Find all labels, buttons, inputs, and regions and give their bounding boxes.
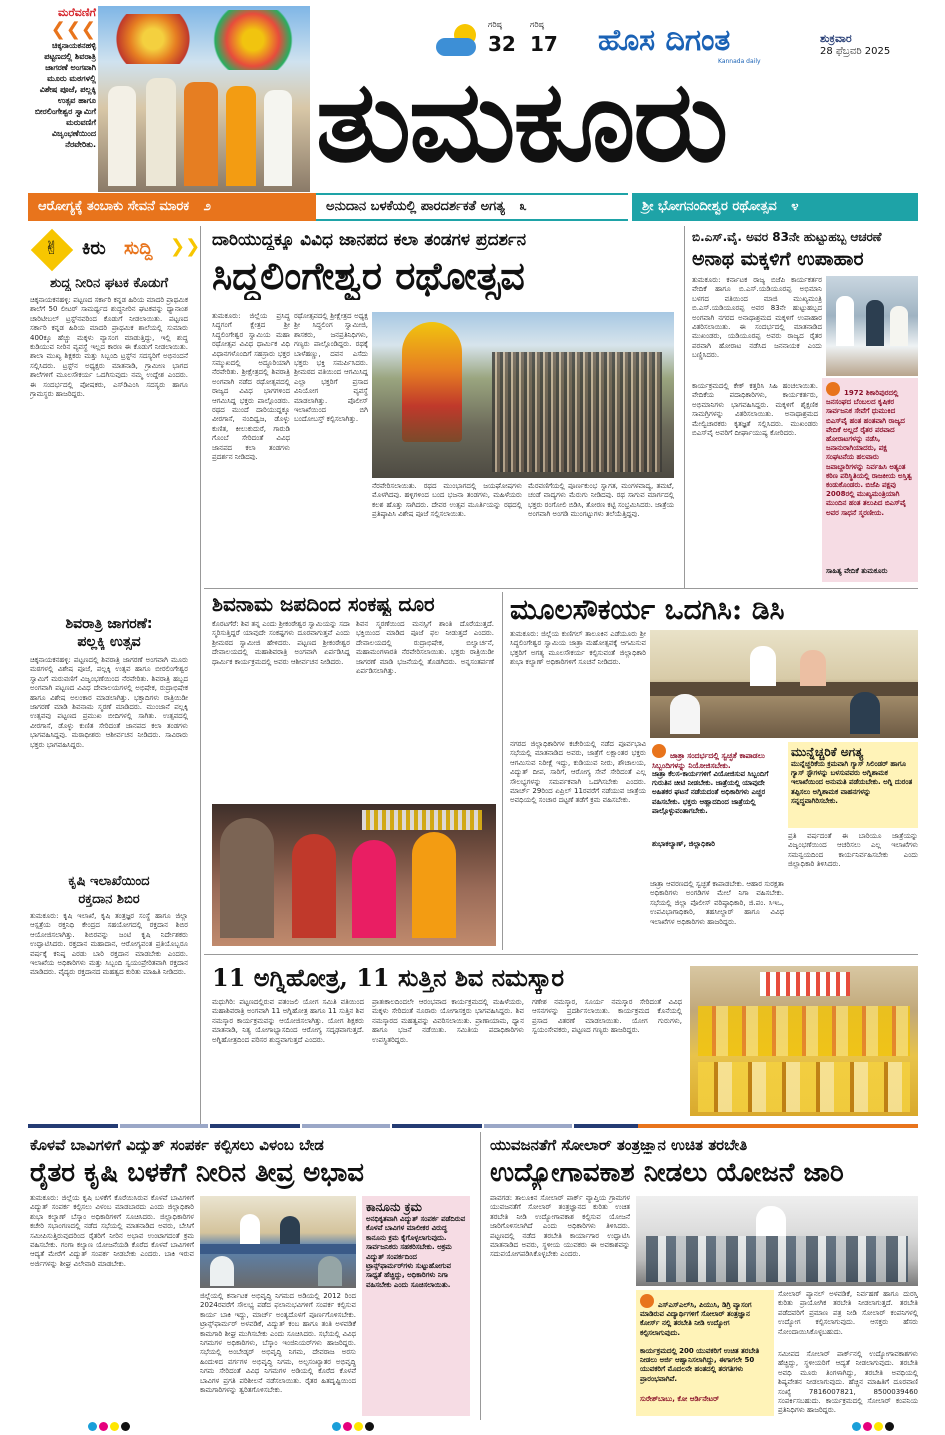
farm-kicker: ಕೊಳವೆ ಬಾವಿಗಳಿಗೆ ವಿದ್ಯುತ್ ಸಂಪರ್ಕ ಕಲ್ಪಿಸಲು ವಿಳಂಬ ಬೇಡ (30, 1136, 324, 1154)
weather-max-label: ಗರಿಷ್ಠ (488, 20, 502, 29)
left-h2a: ಶಿವರಾತ್ರಿ ಜಾಗರಣೆ: (65, 616, 153, 632)
shiva-divider (502, 592, 503, 950)
procession-photo (98, 6, 310, 192)
quote-icon-3 (640, 1294, 654, 1308)
solar-p2: ಸೋಲಾರ್ ಪ್ಯಾನಲ್ ಅಳವಡಿಕೆ, ನಿರ್ವಹಣೆ ಹಾಗೂ ದುರಸ್ತಿ ಕುರಿತು ಪ್ರಾಯೋಗಿಕ ತರಬೇತಿ ನೀಡಲಾಗುತ್ತದೆ. ತರಬೇತಿ ಪಡೆದವರಿಗೆ ಪ್ರಮಾಣ ಪತ್ರ ನೀಡಿ ಸೋಲಾರ್ ಕಂಪನಿಗಳಲ್ಲಿ ಉದ್ಯೋಗ ಕಲ್ಪಿಸಲಾಗುವುದು. ಆಸಕ್ತರು ಹೆಸರು ನೋಂದಾಯಿಸಿಕೊಳ್ಳಬಹುದು. (778, 1290, 918, 1336)
strip-item-1[interactable]: ಆರೋಗ್ಯಕ್ಕೆ ತಂಬಾಕು ಸೇವನೆ ಮಾರಕ ೨ (28, 193, 316, 221)
dc-caution-box (788, 742, 918, 828)
dc-box1-credit: ಶುಭಾಕಲ್ಯಾಣ್, ಜಿಲ್ಲಾಧಿಕಾರಿ (652, 840, 715, 848)
bsy-p1: ತುಮಕೂರು: ಕರ್ನಾಟಕ ರಾಜ್ಯ ಬಿಜೆಪಿ ಕಾರ್ಯಕರ್ತರ ವೇದಿಕೆ ಹಾಗೂ ಬಿ.ಎಸ್.ಯಡಿಯೂರಪ್ಪ ಅಭಿಮಾನಿ ಬಳಗದ ವತಿಯಿಂದ ಮಾಜಿ ಮುಖ್ಯಮಂತ್ರಿ ಬಿ.ಎಸ್.ಯಡಿಯೂರಪ್ಪ ಅವರ 83ನೇ ಹುಟ್ಟುಹಬ್ಬದ ಅಂಗವಾಗಿ ನಗರದ ಅನಾಥಾಶ್ರಮದ ಮಕ್ಕಳಿಗೆ ಉಪಾಹಾರ ವಿತರಿಸಲಾಯಿತು. ಈ ಸಂದರ್ಭದಲ್ಲಿ ಮಾತನಾಡಿದ ಮುಖಂಡರು, ಯಡಿಯೂರಪ್ಪ ಅವರು ರಾಜ್ಯದ ರೈತರ ಪರವಾಗಿ ಹೋರಾಟ ನಡೆಸಿದ ಜನನಾಯಕ ಎಂದು ಬಣ್ಣಿಸಿದರು. (692, 276, 822, 360)
farm-headline: ರೈತರ ಕೃಷಿ ಬಳಕೆಗೆ ನೀರಿನ ತೀವ್ರ ಅಭಾವ (30, 1158, 364, 1188)
left-h3b: ರಕ್ತದಾನ ಶಿಬಿರ (78, 892, 140, 907)
shiva-p1: ಕೊರಟಗೆರೆ: ಶಿವ ತನ್ನ ಎಂದು ಶ್ರೀಕಂಠೇಶ್ವರ ಸ್ವಾಮಿಯನ್ನು ಸದಾ ಸ್ಮರಿಸುತ್ತಿದ್ದರೆ ಯಾವುದೇ ಸಂಕಷ್ಟಗಳು ದೂರವಾಗುತ್ತವೆ ಎಂದು ಶ್ರೀಮಠದ ಸ್ವಾಮೀಜಿ ಹೇಳಿದರು. ಪಟ್ಟಣದ ಶ್ರೀಕಂಠೇಶ್ವರ ದೇವಾಲಯದಲ್ಲಿ ಮಹಾಶಿವರಾತ್ರಿ ಅಂಗವಾಗಿ ಏರ್ಪಡಿಸಿದ್ದ ಧಾರ್ಮಿಕ ಕಾರ್ಯಕ್ರಮದಲ್ಲಿ ಅವರು ಆಶೀರ್ವಚನ ನೀಡಿದರು. (212, 620, 350, 666)
lead-p1: ತುಮಕೂರು: ಜಿಲ್ಲೆಯ ಪ್ರಸಿದ್ಧ ಸಿದ್ಧಗಂಗೆ ಕ್ಷೇತ್ರದ ಶ್ರೀ ಸಿದ್ಧಲಿಂಗೇಶ್ವರ ಸ್ವಾಮಿಯ ಮಹಾ ರಥೋತ್ಸವ ವಿವಿಧ ಧಾರ್ಮಿಕ ವಿಧಿ ವಿಧಾನಗಳೊಂದಿಗೆ ಸಹಸ್ರಾರು ಭಕ್ತರ ಸಮ್ಮುಖದಲ್ಲಿ ಅದ್ಧೂರಿಯಾಗಿ ನೆರವೇರಿತು. ಶ್ರೀಕ್ಷೇತ್ರದಲ್ಲಿ ಶಿವರಾತ್ರಿ ಅಂಗವಾಗಿ ನಡೆದ ರಥೋತ್ಸವದಲ್ಲಿ ರಾಜ್ಯದ ವಿವಿಧ ಭಾಗಗಳಿಂದ ಆಗಮಿಸಿದ್ದ ಭಕ್ತರು ಪಾಲ್ಗೊಂಡರು. ರಥದ ಮುಂದೆ ದಾರಿಯುದ್ದಕ್ಕೂ ವೀರಗಾಸೆ, ನಂದಿಧ್ವಜ, ಡೊಳ್ಳು ಕುಣಿತ, ಕೀಲುಕುದುರೆ, ಗಾರುಡಿ ಗೊಂಬೆ ಸೇರಿದಂತೆ ವಿವಿಧ ಜಾನಪದ ಕಲಾ ತಂಡಗಳು ಪ್ರದರ್ಶನ ನೀಡಿದವು. (212, 312, 290, 462)
flash-text: ಚಿಕ್ಕನಾಯಕನಹಳ್ಳಿ ಪಟ್ಟಣದಲ್ಲಿ ಶಿವರಾತ್ರಿ ಜಾಗರಣೆ ಅಂಗವಾಗಿ ಮೂರು ಮಠಗಳಲ್ಲಿ ವಿಶೇಷ ಪೂಜೆ, ಪಲ್ಲಕ್ಕಿ ಉತ್ಸವ ಹಾಗೂ ಬೀರಲಿಂಗೇಶ್ವರ ಸ್ವಾಮಿಗೆ ಮರುವಣಿಗೆ ವಿಜೃಂಭಣೆಯಿಂದ ನೆರವೇರಿತು. (34, 41, 96, 149)
quote-icon (826, 382, 840, 396)
weather-min-label: ಗರಿಷ್ಠ (530, 20, 544, 29)
strip-item-2[interactable]: ಅನುದಾನ ಬಳಕೆಯಲ್ಲಿ ಪಾರದರ್ಶಕತೆ ಅಗತ್ಯ ೩ (316, 193, 628, 221)
bsy-sidebar (822, 378, 918, 582)
left-p2: ಚಿಕ್ಕನಾಯಕನಹಳ್ಳಿ: ಪಟ್ಟಣದಲ್ಲಿ ಶಿವರಾತ್ರಿ ಜಾಗರಣೆ ಅಂಗವಾಗಿ ಮೂರು ಮಠಗಳಲ್ಲಿ ವಿಶೇಷ ಪೂಜೆ, ಪಲ್ಲಕ್ಕಿ ಉತ್ಸವ ಹಾಗೂ ಬೀರಲಿಂಗೇಶ್ವರ ಸ್ವಾಮಿಗೆ ಮರುವಣಿಗೆ ವಿಜೃಂಭಣೆಯಿಂದ ನೆರವೇರಿತು. ಶಿವರಾತ್ರಿ ಹಬ್ಬದ ಅಂಗವಾಗಿ ಪಟ್ಟಣದ ವಿವಿಧ ದೇವಾಲಯಗಳಲ್ಲಿ ಅಭಿಷೇಕ, ರುದ್ರಾಭಿಷೇಕ ಹಾಗೂ ವಿಶೇಷ ಅಲಂಕಾರ ಮಾಡಲಾಗಿತ್ತು. ಭಕ್ತಾದಿಗಳು ರಾತ್ರಿಯಿಡೀ ಜಾಗರಣೆ ಮಾಡಿ ಶಿವನಾಮ ಸ್ಮರಣೆ ಮಾಡಿದರು. ಮುಂಜಾನೆ ಪಲ್ಲಕ್ಕಿ ಉತ್ಸವವು ಪಟ್ಟಣದ ಪ್ರಮುಖ ಬೀದಿಗಳಲ್ಲಿ ಸಾಗಿತು. ಉತ್ಸವದಲ್ಲಿ ವೀರಗಾಸೆ, ಡೊಳ್ಳು ಕುಣಿತ ಸೇರಿದಂತೆ ಜಾನಪದ ಕಲಾ ತಂಡಗಳು ಭಾಗವಹಿಸಿದ್ದವು. ಮಠಾಧೀಶರು ಆಶೀರ್ವಚನ ನೀಡಿದರು. ಸಾವಿರಾರು ಭಕ್ತರು ಭಾಗವಹಿಸಿದ್ದರು. (30, 656, 188, 749)
chariot-photo (372, 312, 674, 478)
kiru-label: ಕಿರು (82, 238, 106, 259)
dc-p3: ಜಾತ್ರಾ ಆವರಣದಲ್ಲಿ ಸ್ವಚ್ಛತೆ ಕಾಪಾಡಬೇಕು. ಆಹಾರ ಸುರಕ್ಷತಾ ಅಧಿಕಾರಿಗಳು ಅಂಗಡಿಗಳ ಮೇಲೆ ನಿಗಾ ವಹಿಸಬೇಕು. ಸಭೆಯಲ್ಲಿ ಜಿಲ್ಲಾ ಪೊಲೀಸ್ ವರಿಷ್ಠಾಧಿಕಾರಿ, ಜಿ.ಪಂ. ಸಿಇಒ, ಉಪವಿಭಾಗಾಧಿಕಾರಿ, ತಹಸೀಲ್ದಾರ್ ಹಾಗೂ ವಿವಿಧ ಇಲಾಖೆಗಳ ಅಧಿಕಾರಿಗಳು ಹಾಜರಿದ್ದರು. (650, 880, 784, 926)
agni-headline: 11 ಅಗ್ನಿಹೋತ್ರ, 11 ಸುತ್ತಿನ ಶಿವ ನಮಸ್ಕಾರ (212, 963, 565, 992)
solar-box-title: ಎಸ್‌ಎಸ್‌ಎಲ್‌ಸಿ, ಪಿಯುಸಿ, ಡಿಗ್ರಿ ವ್ಯಾಸಂಗ ಮಾಡಿರುವ ವಿದ್ಯಾರ್ಥಿಗಳಿಗೆ ಸೋಲಾರ್ ತಂತ್ರಜ್ಞಾನ ಕೋರ್ಸ್ ನಲ್ಲಿ ತರಬೇತಿ ನೀಡಿ ಉದ್ಯೋಗ ಕಲ್ಪಿಸಲಾಗುವುದು. (640, 1301, 752, 1337)
shiva-p2: ಶಿವನ ಸ್ಮರಣೆಯಿಂದ ಮನಸ್ಸಿಗೆ ಶಾಂತಿ ದೊರೆಯುತ್ತದೆ. ಭಕ್ತಿಯಿಂದ ಮಾಡಿದ ಪೂಜೆ ಫಲ ನೀಡುತ್ತದೆ ಎಂದರು. ದೇವಾಲಯದಲ್ಲಿ ರುದ್ರಾಭಿಷೇಕ, ಬಿಲ್ವಾರ್ಚನೆ, ಮಹಾಮಂಗಳಾರತಿ ನೆರವೇರಿಸಲಾಯಿತು. ಭಕ್ತರು ರಾತ್ರಿಯಿಡೀ ಜಾಗರಣೆ ಮಾಡಿ ಭಜನೆಯಲ್ಲಿ ತೊಡಗಿದರು. ಅನ್ನಸಂತರ್ಪಣೆ ಏರ್ಪಡಿಸಲಾಗಿತ್ತು. (356, 620, 494, 676)
mid-rule-2 (204, 954, 918, 955)
bsy-headline-a: ಬಿ.ಎಸ್.ವೈ. ಅವರ 83ನೇ ಹುಟ್ಟುಹಬ್ಬ ಆಚರಣೆ (692, 230, 882, 244)
bsy-headline-b: ಅನಾಥ ಮಕ್ಕಳಿಗೆ ಉಪಾಹಾರ (692, 248, 864, 270)
lead-kicker: ದಾರಿಯುದ್ದಕ್ಕೂ ವಿವಿಧ ಜಾನಪದ ಕಲಾ ತಂಡಗಳ ಪ್ರದರ್ಶನ (212, 230, 527, 250)
farm-box-text: ಅನಧಿಕೃತವಾಗಿ ವಿದ್ಯುತ್ ಸಂಪರ್ಕ ಪಡೆದಿರುವ ಕೊಳವೆ ಬಾವಿಗಳ ಮಾಲೀಕರ ವಿರುದ್ಧ ಕಾನೂನು ಕ್ರಮ ಕೈಗೊಳ್ಳಲಾಗುವುದು. ಸಾರ್ವಜನಿಕರು ಸಹಕರಿಸಬೇಕು. ಅಕ್ರಮ ವಿದ್ಯುತ್ ಸಂಪರ್ಕದಿಂದ ಟ್ರಾನ್ಸ್‌ಫಾರ್ಮರ್‌ಗಳು ಸುಟ್ಟುಹೋಗುವ ಸಾಧ್ಯತೆ ಹೆಚ್ಚಿದ್ದು, ಅಧಿಕಾರಿಗಳು ನಿಗಾ ವಹಿಸಬೇಕು ಎಂದು ಸೂಚಿಸಲಾಯಿತು. (366, 1215, 466, 1289)
issue-date: 28 ಫೆಬ್ರವರಿ 2025 (820, 46, 891, 57)
lead-headline: ಸಿದ್ದಲಿಂಗೇಶ್ವರ ರಥೋತ್ಸವ (212, 253, 525, 298)
issue-day: ಶುಕ್ರವಾರ (820, 32, 852, 45)
weather-max: 32 (488, 32, 516, 56)
bsy-box-text: 1972 ಶಿಕಾರಿಪುರದಲ್ಲಿ ಜನಸಂಘದ ಬೆಂಬಲದ ಕೃಷಿಕರ ಸಾರ್ವಜನಿಕ ಸೇವೆಗೆ ಧುಮುಕಿದ ಬಿಎಸ್‌ವೈ ಹಂತ ಹಂತವಾಗಿ ರಾಜ್ಯದ ವೇದಿಕೆ ಅಲ್ಲದೆ ರೈತರ ಪರವಾದ ಹೋರಾಟಗಳನ್ನು ನಡೆಸಿ, ಜನಾನುರಾಗಿಯಾದರು, ಪಕ್ಷ ಸಂಘಟನೆಯ ಹಲವಾರು ಜವಾಬ್ದಾರಿಗಳನ್ನು ನಿರ್ವಹಿಸಿ ಅತ್ಯಂತ ಕಠಿಣ ಪರಿಸ್ಥಿತಿಯಲ್ಲಿ ರಾಜಕೀಯ ಅಸ್ತಿತ್ವ ಕಂಡುಕೊಂಡರು. ಬಿಜೆಪಿ ಪಕ್ಷವು 2008ರಲ್ಲಿ ಮುಖ್ಯಮಂತ್ರಿಯಾಗಿ ಮುಂದಿನ ಹಂತ ತಲುಪಿದ ಬಿಎಸ್‌ವೈ ಅವರ ಸಾಧನೆ ಸ್ಮರಣೀಯ. (826, 389, 912, 517)
solar-p3: ಸಮೀಪದ ಸೋಲಾರ್ ಪಾರ್ಕ್‌ನಲ್ಲಿ ಉದ್ಯೋಗಾವಕಾಶಗಳು ಹೆಚ್ಚಿದ್ದು, ಸ್ಥಳೀಯರಿಗೆ ಆದ್ಯತೆ ನೀಡಲಾಗುವುದು. ತರಬೇತಿ ಅವಧಿ ಮೂರು ತಿಂಗಳಾಗಿದ್ದು, ತರಬೇತಿ ಅವಧಿಯಲ್ಲಿ ಶಿಷ್ಯವೇತನ ನೀಡಲಾಗುವುದು. ಹೆಚ್ಚಿನ ಮಾಹಿತಿಗೆ ದೂರವಾಣಿ ಸಂಖ್ಯೆ 7816007821, 8500039460 ಸಂಪರ್ಕಿಸಬಹುದು. ಕಾರ್ಯಕ್ರಮದಲ್ಲಿ ಸೋಲಾರ್ ಕಂಪನಿಯ ಪ್ರತಿನಿಧಿಗಳು ಹಾಜರಿದ್ದರು. (778, 1350, 918, 1415)
paper-name: ಹೊಸ ದಿಗಂತ (598, 23, 731, 58)
dc-p4: ಪ್ರತಿ ವರ್ಷದಂತೆ ಈ ಬಾರಿಯೂ ಜಾತ್ರೆಯನ್ನು ವಿಜೃಂಭಣೆಯಿಂದ ಆಚರಿಸಲು ಎಲ್ಲ ಇಲಾಖೆಗಳು ಸಮನ್ವಯದಿಂದ ಕಾರ್ಯನಿರ್ವಹಿಸಬೇಕು ಎಂದು ಜಿಲ್ಲಾಧಿಕಾರಿ ತಿಳಿಸಿದರು. (788, 832, 918, 869)
left-p3: ತುಮಕೂರು: ಕೃಷಿ ಇಲಾಖೆ, ಕೃಷಿ ತಂತ್ರಜ್ಞರ ಸಂಸ್ಥೆ ಹಾಗೂ ಜಿಲ್ಲಾ ಆಸ್ಪತ್ರೆಯ ರಕ್ತನಿಧಿ ಕೇಂದ್ರದ ಸಹಯೋಗದಲ್ಲಿ ರಕ್ತದಾನ ಶಿಬಿರ ಆಯೋಜಿಸಲಾಗಿತ್ತು. ಶಿಬಿರವನ್ನು ಜಂಟಿ ಕೃಷಿ ನಿರ್ದೇಶಕರು ಉದ್ಘಾಟಿಸಿದರು. ರಕ್ತದಾನ ಮಹಾದಾನ, ಆರೋಗ್ಯವಂತ ಪ್ರತಿಯೊಬ್ಬರೂ ವರ್ಷಕ್ಕೆ ಕನಿಷ್ಠ ಎರಡು ಬಾರಿ ರಕ್ತದಾನ ಮಾಡಬೇಕು ಎಂದರು. ಇಲಾಖೆಯ ಅಧಿಕಾರಿಗಳು ಮತ್ತು ಸಿಬ್ಬಂದಿ ಸ್ವಯಂಪ್ರೇರಿತವಾಗಿ ರಕ್ತದಾನ ಮಾಡಿದರು. ವೈದ್ಯರು ರಕ್ತದಾನದ ಮಹತ್ವದ ಕುರಿತು ಮಾಹಿತಿ ನೀಡಿದರು. (30, 912, 188, 977)
flash-label: ಮರೆವಣಿಗೆ (58, 6, 96, 19)
paper-tagline: Kannada daily (718, 58, 761, 65)
chevrons-icon: ❮❮❮ (50, 19, 96, 40)
farm-meeting-photo (200, 1196, 356, 1288)
solar-quote-box (636, 1290, 774, 1416)
farm-p1: ತುಮಕೂರು: ಜಿಲ್ಲೆಯ ಕೃಷಿ ಬಳಕೆಗೆ ಕೊರೆಯಿಸಿರುವ ಕೊಳವೆ ಬಾವಿಗಳಿಗೆ ವಿದ್ಯುತ್ ಸಂಪರ್ಕ ಕಲ್ಪಿಸಲು ವಿಳಂಬ ಮಾಡಬಾರದು ಎಂದು ಜಿಲ್ಲಾಧಿಕಾರಿ ಶುಭಾ ಕಲ್ಯಾಣ್ ಬೆಸ್ಕಾಂ ಅಧಿಕಾರಿಗಳಿಗೆ ಸೂಚಿಸಿದರು. ಜಿಲ್ಲಾಧಿಕಾರಿಗಳ ಕಚೇರಿ ಸಭಾಂಗಣದಲ್ಲಿ ನಡೆದ ಸಭೆಯಲ್ಲಿ ಮಾತನಾಡಿದ ಅವರು, ಬೇಸಿಗೆ ಸಮೀಪಿಸುತ್ತಿರುವುದರಿಂದ ರೈತರಿಗೆ ನೀರಿನ ಅಭಾವ ಉಂಟಾಗದಂತೆ ಕ್ರಮ ವಹಿಸಬೇಕು. ಗಂಗಾ ಕಲ್ಯಾಣ ಯೋಜನೆಯಡಿ ಕೊರೆದ ಕೊಳವೆ ಬಾವಿಗಳಿಗೆ ಆದ್ಯತೆ ಮೇರೆಗೆ ವಿದ್ಯುತ್ ಸಂಪರ್ಕ ನೀಡಬೇಕು ಎಂದರು. ಬಾಕಿ ಇರುವ ಅರ್ಜಿಗಳನ್ನು ಶೀಘ್ರ ವಿಲೇವಾರಿ ಮಾಡಬೇಕು. (30, 1194, 194, 1268)
left-col-divider (200, 226, 201, 1124)
solar-box-credit: ಸುರೇಶ್‌ಬಾಬು, ಕೋ ಆರ್ಡಿನೇಟರ್ (640, 1395, 720, 1403)
strip-item-3[interactable]: ಶ್ರೀ ಭೋಗನಂದೀಶ್ವರ ರಥೋತ್ಸವ ೪ (632, 193, 918, 221)
lead-p2: ರಥೋತ್ಸವದಲ್ಲಿ ಶ್ರೀಕ್ಷೇತ್ರದ ಅಧ್ಯಕ್ಷ ಶ್ರೀ ಸಿದ್ಧಲಿಂಗ ಸ್ವಾಮೀಜಿ, ಶಾಸಕರು, ಜನಪ್ರತಿನಿಧಿಗಳು, ಗಣ್ಯರು ಪಾಲ್ಗೊಂಡಿದ್ದರು. ರಥಕ್ಕೆ ಬಾಳೆಹಣ್ಣು, ದವನ ಎಸೆದು ಭಕ್ತರು ಭಕ್ತಿ ಸಮರ್ಪಿಸಿದರು. ಶ್ರೀಮಠದ ವತಿಯಿಂದ ಆಗಮಿಸಿದ್ದ ಎಲ್ಲಾ ಭಕ್ತರಿಗೆ ಪ್ರಸಾದ ವಿನಿಯೋಗ ವ್ಯವಸ್ಥೆ ಮಾಡಲಾಗಿತ್ತು. ಪೊಲೀಸ್ ಇಲಾಖೆಯಿಂದ ಬಿಗಿ ಬಂದೋಬಸ್ತ್ ಕಲ್ಪಿಸಲಾಗಿತ್ತು. (294, 312, 368, 424)
bsy-photo (826, 276, 918, 376)
dc-p2: ನಗರದ ಜಿಲ್ಲಾಧಿಕಾರಿಗಳ ಕಚೇರಿಯಲ್ಲಿ ನಡೆದ ಪೂರ್ವಭಾವಿ ಸಭೆಯಲ್ಲಿ ಮಾತನಾಡಿದ ಅವರು, ಜಾತ್ರೆಗೆ ಲಕ್ಷಾಂತರ ಭಕ್ತರು ಆಗಮಿಸುವ ನಿರೀಕ್ಷೆ ಇದ್ದು, ಕುಡಿಯುವ ನೀರು, ಶೌಚಾಲಯ, ವಿದ್ಯುತ್ ದೀಪ, ಸಾರಿಗೆ, ಆರೋಗ್ಯ ಸೇವೆ ಸೇರಿದಂತೆ ಎಲ್ಲ ಸೌಲಭ್ಯಗಳನ್ನು ಸಮರ್ಪಕವಾಗಿ ಒದಗಿಸಬೇಕು ಎಂದರು. ಮಾರ್ಚ್ 29ರಿಂದ ಏಪ್ರಿಲ್ 11ರವರೆಗೆ ನಡೆಯುವ ಜಾತ್ರೆಯ ಅವಧಿಯಲ್ಲಿ ಸಂಚಾರ ದಟ್ಟಣೆ ತಡೆಗೆ ಕ್ರಮ ವಹಿಸಬೇಕು. (510, 740, 646, 805)
left-p1: ಚಿಕ್ಕನಾಯಕನಹಳ್ಳಿ: ಪಟ್ಟಣದ ಸರ್ಕಾರಿ ಕನ್ನಡ ಹಿರಿಯ ಮಾದರಿ ಪ್ರಾಥಮಿಕ ಶಾಲೆಗೆ 50 ಲೀಟರ್ ಸಾಮರ್ಥ್ಯದ ಶುದ್ಧನೀರಿನ ಘಟಕವನ್ನು ಧ್ಯಾನಾಂಶ ಚಾರಿಟೀಬಲ್ ಟ್ರಸ್ಟ್‌ನವರಿಂದ ಕೊಡುಗೆ ನೀಡಲಾಯಿತು. ಪಟ್ಟಣದ ಸರ್ಕಾರಿ ಕನ್ನಡ ಹಿರಿಯ ಮಾದರಿ ಪ್ರಾಥಮಿಕ ಶಾಲೆಯಲ್ಲಿ ಸುಮಾರು 400ಕ್ಕೂ ಹೆಚ್ಚು ಮಕ್ಕಳು ವ್ಯಾಸಂಗ ಮಾಡುತ್ತಿದ್ದು, ಇಲ್ಲಿ ಶುದ್ಧ ಕುಡಿಯುವ ನೀರಿನ ವ್ಯವಸ್ಥೆ ಇಲ್ಲದ ಕಾರಣ ಈ ಕೊಡುಗೆ ನೀಡಲಾಯಿತು. ಶಾಲಾ ಮುಖ್ಯ ಶಿಕ್ಷಕರು ಮತ್ತು ಸಿಬ್ಬಂದಿ ಟ್ರಸ್ಟ್‌ನ ಸದಸ್ಯರಿಗೆ ಅಭಿನಂದನೆ ಸಲ್ಲಿಸಿದರು. ಟ್ರಸ್ಟ್‌ನ ಅಧ್ಯಕ್ಷರು ಮಾತನಾಡಿ, ಗ್ರಾಮೀಣ ಭಾಗದ ಶಾಲೆಗಳಿಗೆ ಮೂಲಸೌಕರ್ಯ ಒದಗಿಸುವುದು ನಮ್ಮ ಉದ್ದೇಶ ಎಂದರು. ಈ ಸಂದರ್ಭದಲ್ಲಿ ಪೋಷಕರು, ಎಸ್‌ಡಿಎಂಸಿ ಸದಸ್ಯರು ಹಾಗೂ ಗ್ರಾಮಸ್ಥರು ಹಾಜರಿದ್ದರು. (30, 296, 188, 399)
quote-icon-2 (652, 744, 666, 758)
lead-p3: ನೆರವೇರಿಸಲಾಯಿತು. ರಥದ ಮುಂಭಾಗದಲ್ಲಿ ಜಯಘೋಷಗಳು ಮೊಳಗಿದವು. ಹಳ್ಳಿಗಳಿಂದ ಬಂದ ಭಜನಾ ತಂಡಗಳು, ಮಹಿಳೆಯರು ಕಲಶ ಹೊತ್ತು ಸಾಗಿದರು. ದೇವರ ಉತ್ಸವ ಮೂರ್ತಿಯನ್ನು ರಥದಲ್ಲಿ ಪ್ರತಿಷ್ಠಾಪಿಸಿ ವಿಶೇಷ ಪೂಜೆ ಸಲ್ಲಿಸಲಾಯಿತು. (372, 482, 522, 519)
bsy-p2: ಕಾರ್ಯಕ್ರಮದಲ್ಲಿ ಕೇಕ್ ಕತ್ತರಿಸಿ ಸಿಹಿ ಹಂಚಲಾಯಿತು. ವೇದಿಕೆಯ ಪದಾಧಿಕಾರಿಗಳು, ಕಾರ್ಯಕರ್ತರು, ಅಭಿಮಾನಿಗಳು ಭಾಗವಹಿಸಿದ್ದರು. ಮಕ್ಕಳಿಗೆ ಶೈಕ್ಷಣಿಕ ಸಾಮಗ್ರಿಗಳನ್ನು ವಿತರಿಸಲಾಯಿತು. ಅನಾಥಾಶ್ರಮದ ಮೇಲ್ವಿಚಾರಕರು ಕೃತಜ್ಞತೆ ಸಲ್ಲಿಸಿದರು. ಮುಖಂಡರು ಬಿಎಸ್‌ವೈ ಅವರಿಗೆ ದೀರ್ಘಾಯುಷ್ಯ ಕೋರಿದರು. (692, 382, 818, 438)
suddi-label: ಸುದ್ದಿ (124, 238, 153, 259)
index-strip (28, 193, 918, 221)
agni-p1: ಮಧುಗಿರಿ: ಪಟ್ಟಣದಲ್ಲಿರುವ ಪತಂಜಲಿ ಯೋಗ ಸಮಿತಿ ವತಿಯಿಂದ ಮಹಾಶಿವರಾತ್ರಿ ಅಂಗವಾಗಿ 11 ಅಗ್ನಿಹೋತ್ರ ಹಾಗೂ 11 ಸುತ್ತಿನ ಶಿವ ನಮಸ್ಕಾರ ಕಾರ್ಯಕ್ರಮವನ್ನು ಆಯೋಜಿಸಲಾಗಿತ್ತು. ಯೋಗ ಶಿಕ್ಷಕರು ಮಾತನಾಡಿ, ನಿತ್ಯ ಯೋಗಾಭ್ಯಾಸದಿಂದ ಆರೋಗ್ಯ ಸದೃಢವಾಗುತ್ತದೆ. ಅಗ್ನಿಹೋತ್ರದಿಂದ ಪರಿಸರ ಶುದ್ಧವಾಗುತ್ತದೆ ಎಂದರು. (212, 998, 364, 1044)
lead-divider (684, 226, 685, 588)
agni-p2: ಪ್ರಾತಃಕಾಲದಿಂದಲೇ ಆರಂಭವಾದ ಕಾರ್ಯಕ್ರಮದಲ್ಲಿ ಮಹಿಳೆಯರು, ಮಕ್ಕಳು ಸೇರಿದಂತೆ ನೂರಾರು ಯೋಗಾಸಕ್ತರು ಭಾಗವಹಿಸಿದ್ದರು. ಶಿವ ನಮಸ್ಕಾರದ ಮಹತ್ವವನ್ನು ವಿವರಿಸಲಾಯಿತು. ಪ್ರಾಣಾಯಾಮ, ಧ್ಯಾನ ಹಾಗೂ ಭಜನೆ ನಡೆಯಿತು. ಸಮಿತಿಯ ಪದಾಧಿಕಾರಿಗಳು ಉಪಸ್ಥಿತರಿದ್ದರು. (372, 998, 524, 1044)
left-h2b: ಪಲ್ಲಕ್ಕಿ ಉತ್ಸವ (77, 634, 141, 650)
sun-cloud-icon (436, 24, 484, 58)
left-h3a: ಕೃಷಿ ಇಲಾಖೆಯಿಂದ (68, 874, 150, 889)
solar-headline: ಉದ್ಯೋಗಾವಕಾಶ ನೀಡಲು ಯೋಜನೆ ಜಾರಿ (490, 1158, 844, 1188)
shiva-photo (212, 804, 496, 946)
dc-box2-title: ಮುನ್ನೆಚ್ಚರಿಕೆ ಅಗತ್ಯ (791, 745, 864, 759)
dc-box2-text: ಮುನ್ನೆಚ್ಚರಿಕೆಯ ಕ್ರಮವಾಗಿ ಗ್ಯಾಸ್ ಸಿಲಿಂಡರ್ ಹಾಗೂ ಗ್ಯಾಸ್ ಸ್ಟೌಗಳನ್ನು ಬಳಸುವವರು ಅಗ್ನಿಶಾಮಕ ಇಲಾಖೆಯಿಂದ ಅನುಮತಿ ಪಡೆಯಬೇಕು. ಅಗ್ನಿ ದುರಂತ ತಪ್ಪಿಸಲು ಅಗ್ನಿಶಾಮಕ ವಾಹನಗಳನ್ನು ಸನ್ನದ್ಧವಾಗಿರಿಸಬೇಕು. (791, 760, 913, 805)
weather-widget (436, 18, 566, 62)
bsy-box-credit: ಸಾಹಿತ್ಯ ವೇದಿಕೆ ತುಮಕೂರು (826, 567, 888, 575)
chevron-right-icon: ❯❯ (170, 236, 201, 257)
solar-box-text: ಕಾರ್ಯಕ್ರಮದಲ್ಲಿ 200 ಯುವಕರಿಗೆ ಉಚಿತ ತರಬೇತಿ ನೀಡಲು ಅರ್ಜಿ ಆಹ್ವಾನಿಸಲಾಗಿದ್ದು, ಈಗಾಗಲೇ 50 ಯುವಕರಿಗೆ ಮೊದಲನೇ ಹಂತದಲ್ಲಿ ತರಗತಿಗಳು ಪ್ರಾರಂಭವಾಗಿವೆ. (640, 1347, 760, 1383)
mid-rule-1 (204, 588, 918, 589)
dc-box1-title: ಜಾತ್ರಾ ಸಂದರ್ಭದಲ್ಲಿ ಸ್ವಚ್ಛತೆ ಕಾಪಾಡಲು ಸಿಬ್ಬಂದಿಗಳನ್ನು ನಿಯೋಜಿಸಬೇಕು. (652, 751, 765, 770)
bottom-accent-orange (638, 1124, 918, 1128)
farm-box-title: ಕಾನೂನು ಕ್ರಮ (366, 1200, 422, 1214)
farm-law-box (362, 1196, 470, 1416)
solar-training-photo (636, 1196, 918, 1286)
dc-box1-text: ಜಾತ್ರಾ ಕೆಲಸ-ಕಾರ್ಯಗಳಿಗೆ ವಿಯೋಜಿಸುವ ಸಿಬ್ಬಂದಿಗೆ ಗುರುತಿನ ಚೀಟಿ ನೀಡಬೇಕು. ಜಾತ್ರೆಯಲ್ಲಿ ಯಾವುದೇ ಅಹಿತಕರ ಘಟನೆ ನಡೆಯದಂತೆ ಅಧಿಕಾರಿಗಳು ಎಚ್ಚರ ವಹಿಸಬೇಕು. ಭಕ್ತರು ಆಹ್ಲಾದದಿಂದ ಜಾತ್ರೆಯಲ್ಲಿ ಪಾಲ್ಗೊಳ್ಳುವಂತಾಗಬೇಕು. (652, 770, 769, 815)
lead-p4: ಮೆರವಣಿಗೆಯಲ್ಲಿ ಪೂರ್ಣಕುಂಭ ಸ್ವಾಗತ, ಮಂಗಳವಾದ್ಯ, ತಮಟೆ, ಚಂಡೆ ವಾದ್ಯಗಳು ಮೆರುಗು ನೀಡಿದವು. ರಥ ಸಾಗುವ ಮಾರ್ಗದಲ್ಲಿ ಭಕ್ತರು ರಂಗೋಲಿ ಬಿಡಿಸಿ, ತೋರಣ ಕಟ್ಟಿ ಸಂಭ್ರಮಿಸಿದರು. ಜಾತ್ರೆಯ ಅಂಗವಾಗಿ ಅಂಗಡಿ ಮುಂಗಟ್ಟುಗಳು ತಲೆಯೆತ್ತಿದ್ದವು. (528, 482, 674, 519)
dc-headline: ಮೂಲಸೌಕರ್ಯ ಒದಗಿಸಿ: ಡಿಸಿ (510, 593, 785, 626)
dc-quote-box (650, 742, 784, 876)
dc-p1: ತುಮಕೂರು: ಜಿಲ್ಲೆಯ ಕುಣಿಗಲ್ ತಾಲೂಕಿನ ಎಡೆಯೂರು ಶ್ರೀ ಸಿದ್ಧಲಿಂಗೇಶ್ವರ ಸ್ವಾಮಿಯ ಜಾತ್ರಾ ಮಹೋತ್ಸವಕ್ಕೆ ಆಗಮಿಸುವ ಭಕ್ತರಿಗೆ ಅಗತ್ಯ ಮೂಲಸೌಕರ್ಯ ಕಲ್ಪಿಸುವಂತೆ ಜಿಲ್ಲಾಧಿಕಾರಿ ಶುಭಾ ಕಲ್ಯಾಣ್ ಅಧಿಕಾರಿಗಳಿಗೆ ಸೂಚನೆ ನೀಡಿದರು. (510, 630, 646, 667)
kiru-suddi-logo: ✌ ಕಿರು ಸುದ್ದಿ ❯❯ (30, 228, 186, 272)
city-title: ತುಮಕೂರು (316, 58, 727, 187)
shiva-headline: ಶಿವನಾಮ ಜಪದಿಂದ ಸಂಕಷ್ಟ ದೂರ (212, 592, 435, 616)
yoga-photo (690, 966, 918, 1116)
dc-meeting-photo (650, 630, 918, 738)
flash-box (28, 6, 96, 192)
agni-p3: ಗಣೇಶ ನಮಸ್ಕಾರ, ಸೂರ್ಯ ನಮಸ್ಕಾರ ಸೇರಿದಂತೆ ವಿವಿಧ ಆಸನಗಳನ್ನು ಪ್ರದರ್ಶಿಸಲಾಯಿತು. ಕಾರ್ಯಕ್ರಮದ ಕೊನೆಯಲ್ಲಿ ಪ್ರಸಾದ ವಿತರಣೆ ಮಾಡಲಾಯಿತು. ಯೋಗ ಗುರುಗಳು, ಸ್ವಯಂಸೇವಕರು, ಪಟ್ಟಣದ ಗಣ್ಯರು ಹಾಜರಿದ್ದರು. (532, 998, 682, 1035)
weather-min: 17 (530, 32, 558, 56)
solar-kicker: ಯುವಜನತೆಗೆ ಸೋಲಾರ್ ತಂತ್ರಜ್ಞಾನ ಉಚಿತ ತರಬೇತಿ (490, 1136, 748, 1154)
farm-p2: ಜಿಲ್ಲೆಯಲ್ಲಿ ಕರ್ನಾಟಕ ಅಭಿವೃದ್ಧಿ ನಿಗಮದ ಅಡಿಯಲ್ಲಿ 2012 ರಿಂದ 2024ರವರೆಗೆ ಸೌಲಭ್ಯ ಪಡೆದ ಫಲಾನುಭವಿಗಳಿಗೆ ಸಂಪರ್ಕ ಕಲ್ಪಿಸುವ ಕಾರ್ಯ ಬಾಕಿ ಇದ್ದು, ಮಾರ್ಚ್ ಅಂತ್ಯದೊಳಗೆ ಪೂರ್ಣಗೊಳಿಸಬೇಕು. ಟ್ರಾನ್ಸ್‌ಫಾರ್ಮರ್ ಅಳವಡಿಕೆ, ವಿದ್ಯುತ್ ಕಂಬ ಹಾಗೂ ತಂತಿ ಅಳವಡಿಕೆ ಕಾಮಗಾರಿ ಶೀಘ್ರ ಮುಗಿಸಬೇಕು ಎಂದು ಸೂಚಿಸಿದರು. ಸಭೆಯಲ್ಲಿ ವಿವಿಧ ನಿಗಮಗಳ ಅಧಿಕಾರಿಗಳು, ಬೆಸ್ಕಾಂ ಇಂಜಿನಿಯರ್‌ಗಳು ಹಾಜರಿದ್ದರು. ಸಭೆಯಲ್ಲಿ ಅಂಬೇಡ್ಕರ್ ಅಭಿವೃದ್ಧಿ ನಿಗಮ, ದೇವರಾಜ ಅರಸು ಹಿಂದುಳಿದ ವರ್ಗಗಳ ಅಭಿವೃದ್ಧಿ ನಿಗಮ, ಅಲ್ಪಸಂಖ್ಯಾತರ ಅಭಿವೃದ್ಧಿ ನಿಗಮ ಸೇರಿದಂತೆ ವಿವಿಧ ನಿಗಮಗಳ ಅಡಿಯಲ್ಲಿ ಕೊರೆದ ಕೊಳವೆ ಬಾವಿಗಳ ಪ್ರಗತಿ ಪರಿಶೀಲನೆ ನಡೆಸಲಾಯಿತು. ರೈತರ ಹಿತದೃಷ್ಟಿಯಿಂದ ಕಾಮಗಾರಿಗಳನ್ನು ತ್ವರಿತಗೊಳಿಸಬೇಕು. (200, 1292, 356, 1395)
left-h1: ಶುದ್ಧ ನೀರಿನ ಘಟಕ ಕೊಡುಗೆ (49, 276, 169, 291)
solar-p1: ಪಾವಗಡ: ತಾಲೂಕಿನ ಸೋಲಾರ್ ಪಾರ್ಕ್ ವ್ಯಾಪ್ತಿಯ ಗ್ರಾಮಗಳ ಯುವಜನತೆಗೆ ಸೋಲಾರ್ ತಂತ್ರಜ್ಞಾನದ ಕುರಿತು ಉಚಿತ ತರಬೇತಿ ನೀಡಿ ಉದ್ಯೋಗಾವಕಾಶ ಕಲ್ಪಿಸುವ ಯೋಜನೆ ಜಾರಿಗೊಳಿಸಲಾಗಿದೆ ಎಂದು ಅಧಿಕಾರಿಗಳು ತಿಳಿಸಿದರು. ಪಟ್ಟಣದಲ್ಲಿ ನಡೆದ ತರಬೇತಿ ಕಾರ್ಯಾಗಾರ ಉದ್ಘಾಟಿಸಿ ಮಾತನಾಡಿದ ಅವರು, ಸ್ಥಳೀಯ ಯುವಕರು ಈ ಅವಕಾಶವನ್ನು ಸದುಪಯೋಗಪಡಿಸಿಕೊಳ್ಳಬೇಕು ಎಂದರು. (490, 1194, 630, 1259)
bottom-divider (480, 1132, 481, 1420)
